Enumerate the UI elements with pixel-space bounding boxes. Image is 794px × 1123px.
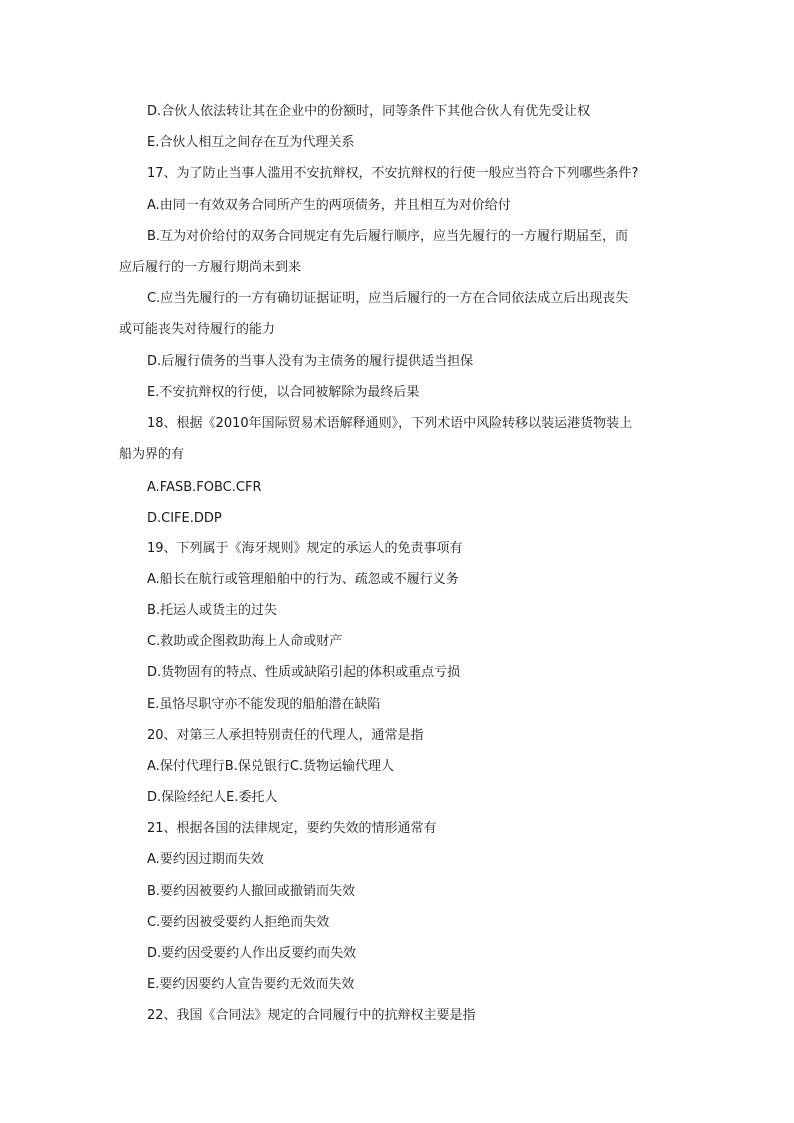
option-line: D.要约因受要约人作出反要约而失效 [147,946,357,961]
option-continuation-line: 应后履行的一方履行期尚未到来 [119,260,302,275]
option-line: A.保付代理行B.保兑银行C.货物运输代理人 [147,759,395,774]
option-line: B.托运人或货主的过失 [147,603,278,618]
question-line: 17、为了防止当事人滥用不安抗辩权，不安抗辩权的行使一般应当符合下列哪些条件? [147,166,639,181]
question-line: 19、下列属于《海牙规则》规定的承运人的免责事项有 [147,541,463,556]
option-line: D.CIFE.DDP [147,511,222,526]
question-line: 21、根据各国的法律规定，要约失效的情形通常有 [147,821,437,836]
option-line: A.要约因过期而失效 [147,852,264,867]
option-line: C.应当先履行的一方有确切证据证明，应当后履行的一方在合同依法成立后出现丧失 [147,291,629,306]
option-line: D.货物固有的特点、性质或缺陷引起的体积或重点亏损 [147,665,461,680]
option-line: E.合伙人相互之间存在互为代理关系 [147,135,355,150]
option-line: C.要约因被受要约人拒绝而失效 [147,915,330,930]
option-line: E.虽恪尽职守亦不能发现的船舶潜在缺陷 [147,697,381,712]
option-line: A.由同一有效双务合同所产生的两项债务，并且相互为对价给付 [147,198,511,213]
option-line: D.保险经纪人E.委托人 [147,790,278,805]
option-line: B.要约因被要约人撤回或撤销而失效 [147,884,356,899]
option-line: A.船长在航行或管理船舶中的行为、疏忽或不履行义务 [147,572,459,587]
option-line: C.救助或企图救助海上人命或财产 [147,634,343,649]
question-line: 18、根据《2010年国际贸易术语解释通则》，下列术语中风险转移以装运港货物装上 [147,416,633,431]
option-line: A.FASB.FOBC.CFR [147,480,262,495]
option-line: E.不安抗辩权的行使，以合同被解除为最终后果 [147,385,420,400]
option-line: D.后履行债务的当事人没有为主债务的履行提供适当担保 [147,354,474,369]
question-continuation-line: 船为界的有 [119,447,185,462]
question-line: 20、对第三人承担特别责任的代理人，通常是指 [147,728,424,743]
option-line: D.合伙人依法转让其在企业中的份额时，同等条件下其他合伙人有优先受让权 [147,104,591,119]
option-continuation-line: 或可能丧失对待履行的能力 [119,322,276,337]
question-line: 22、我国《合同法》规定的合同履行中的抗辩权主要是指 [147,1008,476,1023]
option-line: B.互为对价给付的双务合同规定有先后履行顺序，应当先履行的一方履行期届至，而 [147,229,629,244]
option-line: E.要约因要约人宣告要约无效而失效 [147,977,355,992]
